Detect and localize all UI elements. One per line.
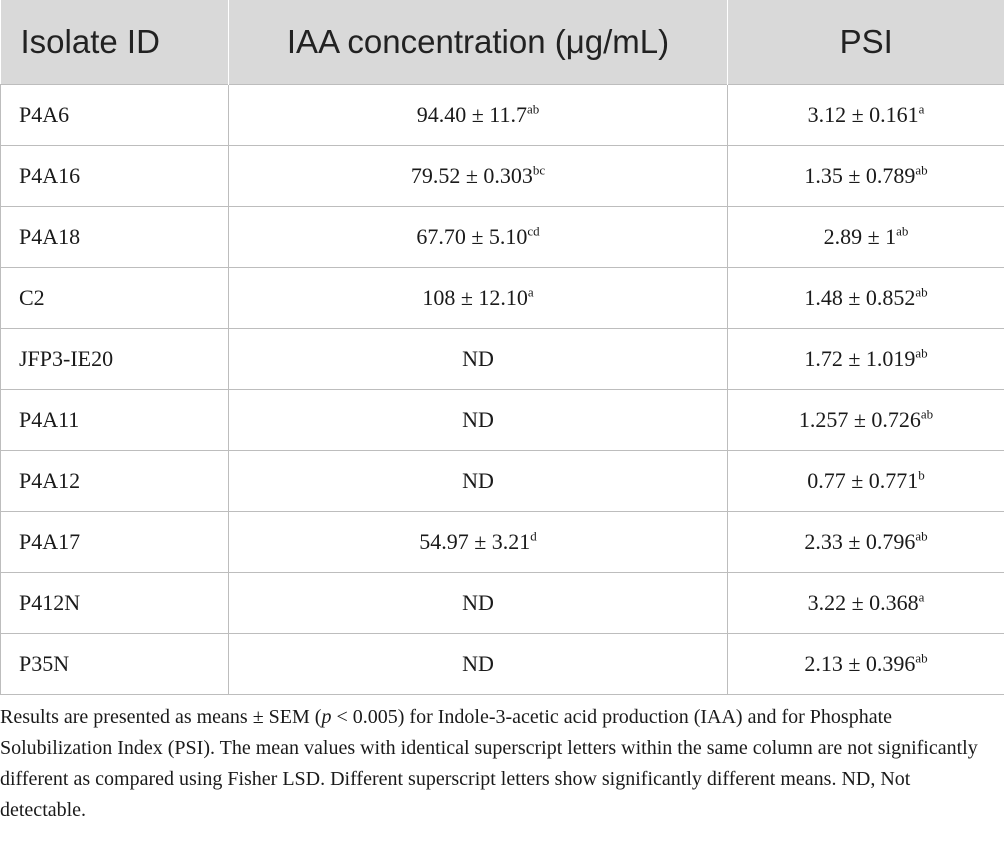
cell-psi [728,451,1004,512]
header-psi: PSI [728,0,1004,85]
cell-iaa [229,85,728,146]
table-row [1,512,1004,573]
psi-value: 1.35 ± 0.789 [804,163,916,188]
cell-psi [728,390,1004,451]
header-isolate-id: Isolate ID [1,0,229,85]
cell-isolate-id: P35N [1,634,229,695]
cell-isolate-id: P4A11 [1,390,229,451]
cell-iaa [229,512,728,573]
psi-value: 2.89 ± 1 [823,224,897,249]
cell-iaa [229,268,728,329]
footnote-text-rest: < 0.005) for Indole-3-acetic acid production (IAA) and for Phosphate Solubilization Index (PSI). The mean values with identical superscript letters within the same column are not significantly different as compared using Fisher LSD. Different superscript letters show significantly different means. ND, Not detectable. [0,706,978,821]
psi-value: 2.13 ± 0.396 [804,651,916,676]
cell-iaa [229,207,728,268]
cell-isolate-id: P412N [1,573,229,634]
table-row [1,329,1004,390]
iaa-value: ND [462,407,494,432]
psi-value: 1.72 ± 1.019 [804,346,916,371]
cell-iaa [229,634,728,695]
psi-value: 1.48 ± 0.852 [804,285,916,310]
iaa-value: 79.52 ± 0.303 [410,163,533,188]
table-row [1,451,1004,512]
psi-superscript: ab [915,650,928,666]
iaa-value: 94.40 ± 11.7 [416,102,527,127]
footnote-text-start: Results are presented as means ± SEM ( [0,706,322,728]
cell-psi [728,85,1004,146]
iaa-value: ND [462,590,494,615]
header-row [1,0,1004,85]
cell-psi [728,512,1004,573]
table-row [1,573,1004,634]
psi-superscript: ab [915,162,928,178]
psi-value: 0.77 ± 0.771 [807,468,919,493]
table-body [1,85,1004,695]
iaa-superscript: cd [527,223,540,239]
table-row [1,207,1004,268]
cell-isolate-id: P4A16 [1,146,229,207]
cell-iaa [229,390,728,451]
iaa-superscript: bc [532,162,546,178]
psi-superscript: b [918,467,925,483]
table-row [1,146,1004,207]
table-footnote [0,702,1000,826]
cell-isolate-id: P4A6 [1,85,229,146]
psi-superscript: ab [915,345,928,361]
table-row [1,634,1004,695]
cell-isolate-id: JFP3-IE20 [1,329,229,390]
psi-superscript: a [918,589,925,605]
cell-psi [728,573,1004,634]
cell-isolate-id: C2 [1,268,229,329]
psi-superscript: a [918,101,925,117]
cell-isolate-id: P4A17 [1,512,229,573]
psi-superscript: ab [915,528,928,544]
cell-psi [728,268,1004,329]
cell-psi [728,634,1004,695]
cell-iaa [229,573,728,634]
footnote-p-symbol: p [321,706,332,728]
iaa-superscript: ab [526,101,540,117]
iaa-value: ND [462,651,494,676]
cell-iaa [229,451,728,512]
iaa-superscript: a [527,284,534,300]
cell-isolate-id: P4A12 [1,451,229,512]
cell-psi [728,207,1004,268]
psi-value: 3.22 ± 0.368 [807,590,919,615]
table-row [1,85,1004,146]
iaa-value: ND [462,468,494,493]
cell-psi [728,146,1004,207]
psi-value: 3.12 ± 0.161 [807,102,919,127]
header-iaa-concentration: IAA concentration (μg/mL) [229,0,728,85]
psi-value: 1.257 ± 0.726 [798,407,921,432]
psi-superscript: ab [915,284,928,300]
cell-iaa [229,146,728,207]
iaa-value: 67.70 ± 5.10 [416,224,528,249]
psi-superscript: ab [920,406,934,422]
table-row [1,390,1004,451]
cell-isolate-id: P4A18 [1,207,229,268]
psi-superscript: ab [896,223,909,239]
iaa-value: ND [462,346,494,371]
iaa-superscript: d [530,528,537,544]
cell-iaa [229,329,728,390]
psi-value: 2.33 ± 0.796 [804,529,916,554]
iaa-value: 108 ± 12.10 [422,285,528,310]
table-row [1,268,1004,329]
table-header [1,0,1004,85]
cell-psi [728,329,1004,390]
iaa-value: 54.97 ± 3.21 [419,529,531,554]
